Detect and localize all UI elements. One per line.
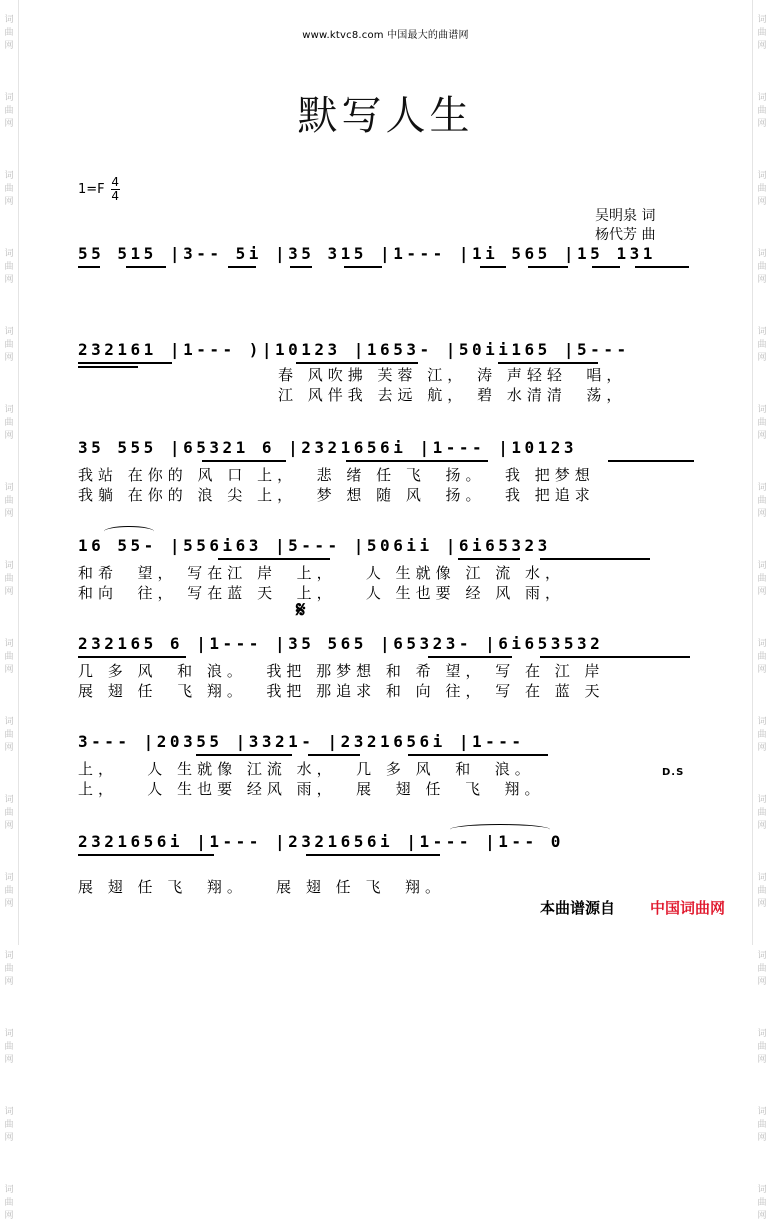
watermark-group: 词 曲 网 <box>757 93 767 129</box>
lyric-verse-1: 我站 在你的 风 口 上， 悲 绪 任 飞 扬。 我 把梦想 <box>78 466 595 484</box>
song-title: 默写人生 <box>297 93 474 139</box>
right-watermark-strip <box>752 0 771 1221</box>
lyric-verse-2: 我躺 在你的 浪 尖 上， 梦 想 随 风 扬。 我 把追求 <box>78 486 595 504</box>
composer-credit: 杨代芳 曲 <box>595 227 656 243</box>
watermark-group: 词 曲 网 <box>757 1029 767 1065</box>
watermark-group: 词 曲 网 <box>4 795 14 831</box>
segno-mark: 𝄋 <box>296 598 306 623</box>
lyric-verse-1: 和希 望， 写在江 岸 上， 人 生就像 江 流 水， <box>78 564 565 582</box>
watermark-group: 词 曲 网 <box>757 951 767 987</box>
left-watermark-strip <box>0 0 19 1221</box>
notation-line: 232161 |1--- )|10123 |1653- |50ii165 |5--- <box>78 340 630 359</box>
lyric-verse-1: 几 多 风 和 浪。 我把 那梦想 和 希 望， 写 在 江 岸 <box>78 662 605 680</box>
watermark-group: 词 曲 网 <box>757 717 767 753</box>
watermark-group: 词 曲 网 <box>757 1185 767 1221</box>
watermark-group: 词 曲 网 <box>4 1029 14 1065</box>
watermark-group: 词 曲 网 <box>4 15 14 51</box>
watermark-group: 词 曲 网 <box>4 249 14 285</box>
watermark-group: 词 曲 网 <box>4 1185 14 1221</box>
lyric-verse-2: 江 风伴我 去远 航， 碧 水清清 荡， <box>278 386 627 404</box>
watermark-group: 词 曲 网 <box>757 639 767 675</box>
credits <box>595 207 655 245</box>
watermark-group: 词 曲 网 <box>757 249 767 285</box>
lyric-verse-1: 春 风吹拂 芙蓉 江， 涛 声轻轻 唱， <box>278 366 627 384</box>
watermark-group: 词 曲 网 <box>4 483 14 519</box>
watermark-group: 词 曲 网 <box>757 483 767 519</box>
watermark-group: 词 曲 网 <box>4 951 14 987</box>
source-label: 本曲谱源自 <box>540 899 616 917</box>
time-signature <box>111 176 120 203</box>
lyric-verse-1: 上， 人 生就像 江流 水， 几 多 风 和 浪。 <box>78 760 535 778</box>
notation-line: 2321656i |1--- |2321656i |1--- |1-- 0 <box>78 832 564 851</box>
notation-line: 35 555 |65321 6 |2321656i |1--- |10123 <box>78 438 578 457</box>
watermark-group: 词 曲 网 <box>757 795 767 831</box>
lyric-verse-2: 上， 人 生也要 经风 雨， 展 翅 任 飞 翔。 <box>78 780 545 798</box>
watermark-group: 词 曲 网 <box>757 405 767 441</box>
watermark-group: 词 曲 网 <box>757 561 767 597</box>
time-top: 4 <box>111 175 119 189</box>
watermark-group: 词 曲 网 <box>757 15 767 51</box>
notation-line: 55 515 |3-- 5i |35 315 |1--- |1i 565 |15 131 <box>78 244 656 263</box>
lyric-verse-1: 展 翅 任 飞 翔。 展 翅 任 飞 翔。 <box>78 878 445 896</box>
notation-line: 16 55- |556i63 |5--- |506ii |6i65323 <box>78 536 551 555</box>
watermark-group: 词 曲 网 <box>4 93 14 129</box>
watermark-group: 词 曲 网 <box>757 327 767 363</box>
watermark-group: 词 曲 网 <box>4 327 14 363</box>
source-site-link[interactable]: 中国词曲网 <box>650 899 726 917</box>
ds-mark: D.S <box>662 767 685 778</box>
notation-line: 232165 6 |1--- |35 565 |65323- |6i653532 <box>78 634 604 653</box>
key-label: 1=F <box>78 182 105 197</box>
watermark-group: 词 曲 网 <box>4 717 14 753</box>
watermark-group: 词 曲 网 <box>4 171 14 207</box>
lyric-verse-2: 和向 往， 写在蓝 天 上， 人 生也要 经 风 雨， <box>78 584 565 602</box>
notation-line: 3--- |20355 |3321- |2321656i |1--- <box>78 732 525 751</box>
watermark-group: 词 曲 网 <box>4 873 14 909</box>
watermark-group: 词 曲 网 <box>4 1107 14 1143</box>
watermark-group: 词 曲 网 <box>4 561 14 597</box>
watermark-group: 词 曲 网 <box>757 171 767 207</box>
time-bottom: 4 <box>111 189 119 203</box>
watermark-group: 词 曲 网 <box>757 1107 767 1143</box>
watermark-group: 词 曲 网 <box>757 873 767 909</box>
watermark-group: 词 曲 网 <box>4 405 14 441</box>
site-url-header: www.ktvc8.com 中国最大的曲谱网 <box>302 30 469 41</box>
lyricist-credit: 吴明泉 词 <box>595 208 656 224</box>
key-signature <box>78 176 120 203</box>
watermark-group: 词 曲 网 <box>4 639 14 675</box>
lyric-verse-2: 展 翅 任 飞 翔。 我把 那追求 和 向 往， 写 在 蓝 天 <box>78 682 605 700</box>
